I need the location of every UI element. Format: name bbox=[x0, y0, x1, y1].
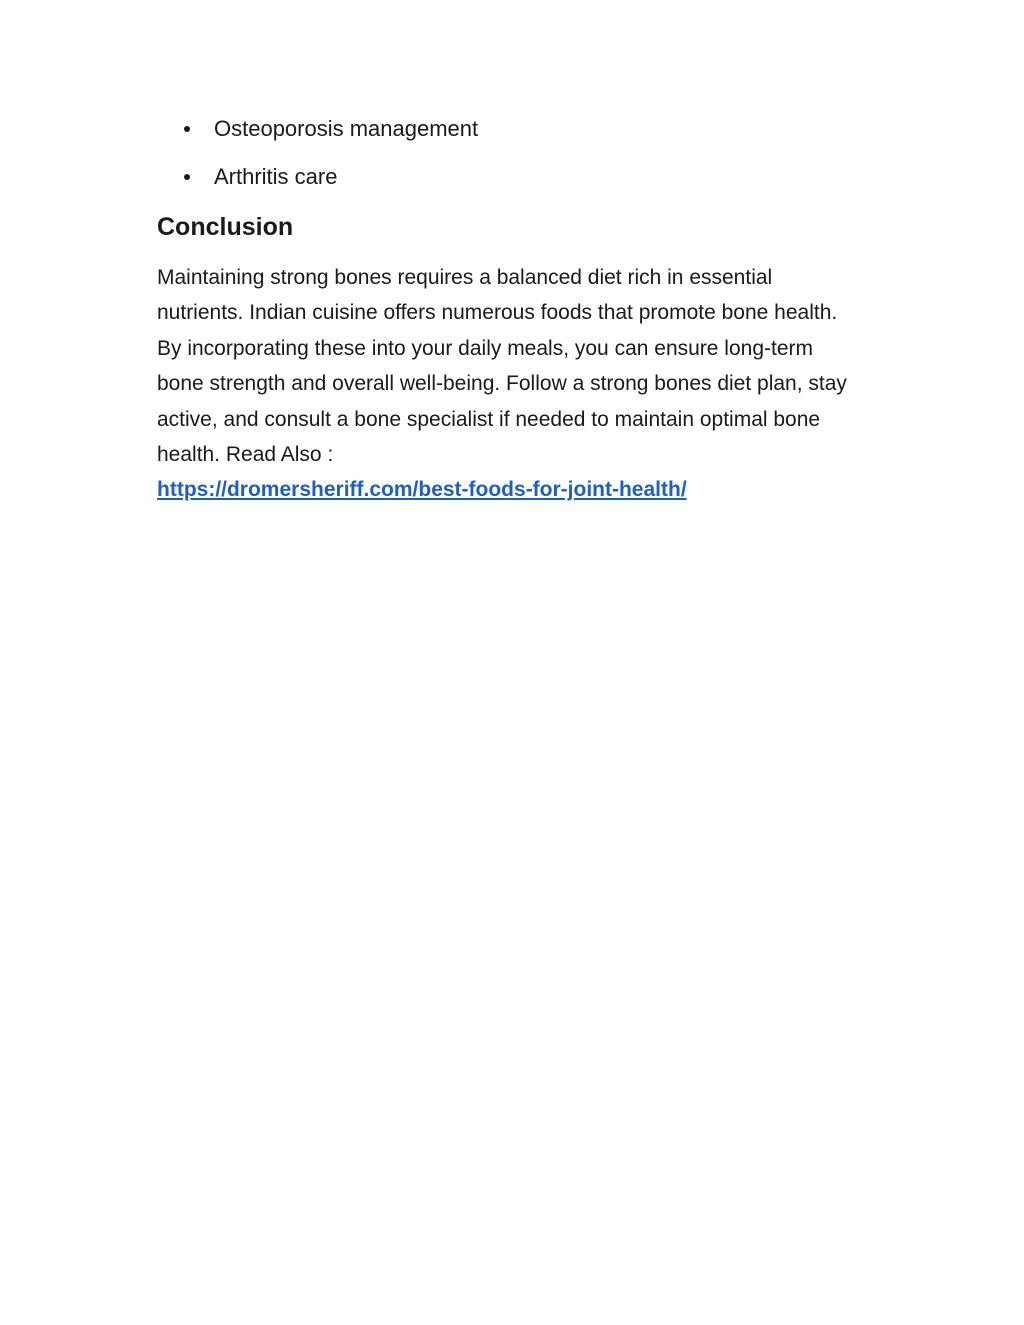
list-item-text: Osteoporosis management bbox=[214, 116, 479, 141]
list-item bbox=[157, 160, 478, 208]
section-heading: Conclusion bbox=[157, 213, 294, 241]
list-item-text: Arthritis care bbox=[214, 164, 338, 189]
bullet-icon bbox=[184, 126, 190, 132]
conclusion-body-text: Maintaining strong bones requires a balanced diet rich in essential nutrients. Indian cuisine offers numerous foods that promote bone health. By incorporating these into your daily meals, you can ensure long-term bone strength and overall well-being. Follow a strong bones diet plan, stay active, and consult a bone specialist if needed to maintain optimal bone health. Read Also : bbox=[157, 266, 847, 467]
bullet-list bbox=[157, 112, 478, 208]
read-also-link[interactable]: https://dromersheriff.com/best-foods-for-joint-health/ bbox=[157, 478, 687, 502]
list-item bbox=[157, 112, 478, 160]
conclusion-paragraph bbox=[157, 260, 857, 508]
bullet-icon bbox=[184, 174, 190, 180]
